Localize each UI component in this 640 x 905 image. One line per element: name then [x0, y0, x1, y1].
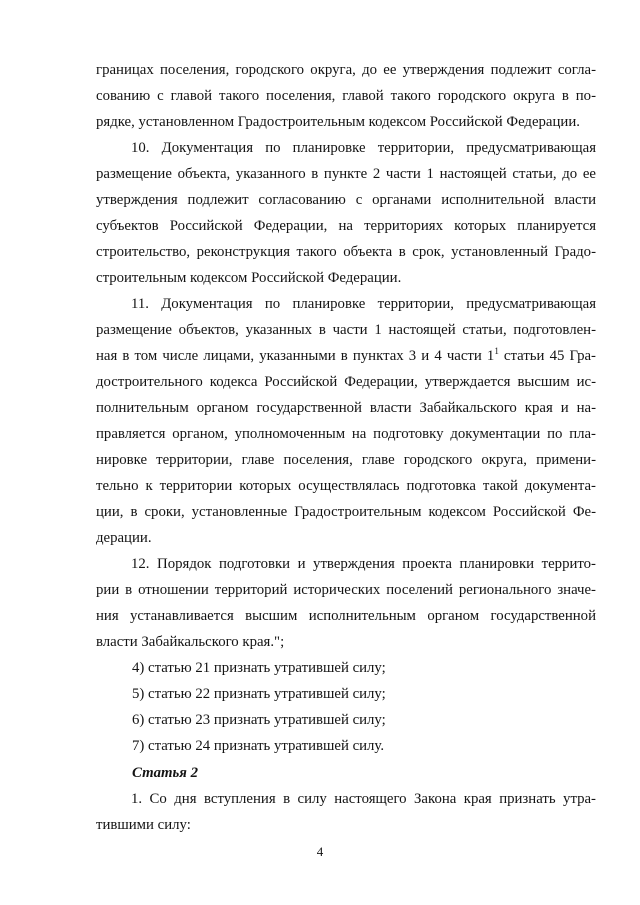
text-line: ния устанавливается высшим исполнительным органом государственной [96, 608, 596, 624]
article-2-block [96, 760, 596, 838]
paragraph-11-first-line: 11. Документация по планировке территории, предусматривающая [131, 296, 596, 312]
text-line: рии в отношении территорий исторических поселений регионального значе- [96, 582, 596, 598]
text-line: дерации. [96, 530, 152, 546]
list-item: 6) статью 23 признать утратившей силу; [132, 712, 386, 728]
superscript-mark: 1 [494, 346, 499, 356]
page-number: 4 [316, 844, 324, 859]
text-line: достроительного кодекса Российской Федерации, утверждается высшим ис- [96, 374, 596, 390]
text-line: тившими силу: [96, 817, 191, 833]
paragraph-12-first-line: 12. Порядок подготовки и утверждения проекта планировки террито- [131, 556, 596, 572]
text-line: границах поселения, городского округа, до ее утверждения подлежит согла- [96, 62, 596, 78]
text-line: тельно к территории которых осуществлялась подготовка такой документа- [96, 478, 596, 494]
paragraph-10-first-line: 10. Документация по планировке территории, предусматривающая [131, 140, 596, 156]
text-line: нировке территории, главе поселения, главе городского округа, примени- [96, 452, 596, 468]
text-line: строительство, реконструкция такого объекта в срок, установленный Градо- [96, 244, 596, 260]
text-line: рядке, установленном Градостроительным кодексом Российской Федерации. [96, 114, 580, 130]
text-line: утверждения подлежит согласованию с органами исполнительной власти [96, 192, 596, 208]
article-heading: Статья 2 [132, 765, 198, 781]
list-item: 7) статью 24 признать утратившей силу. [132, 738, 385, 754]
text-line: сованию с главой такого поселения, главой такого городского округа в по- [96, 88, 596, 104]
article-2-first-line: 1. Со дня вступления в силу настоящего Закона края признать утра- [131, 791, 596, 807]
text-block-main [96, 57, 596, 759]
text-line: размещение объектов, указанных в части 1 настоящей статьи, подготовлен- [96, 322, 596, 338]
text-line: полнительным органом государственной власти Забайкальского края и на- [96, 400, 596, 416]
text-segment: статьи 45 Гра- [498, 348, 596, 364]
text-line: правляется органом, уполномоченным на подготовку документации по пла- [96, 426, 596, 442]
text-line: субъектов Российской Федерации, на территориях которых планируется [96, 218, 596, 234]
text-line: размещение объекта, указанного в пункте 2 части 1 настоящей статьи, до ее [96, 166, 596, 182]
text-segment: ная в том числе лицами, указанными в пунктах 3 и 4 части 1 [96, 348, 495, 364]
list-item: 5) статью 22 признать утратившей силу; [132, 686, 386, 702]
list-item: 4) статью 21 признать утратившей силу; [132, 660, 386, 676]
text-line: власти Забайкальского края."; [96, 634, 285, 650]
text-line-with-superscript [96, 343, 596, 369]
text-line: ции, в сроки, установленные Градостроительным кодексом Российской Фе- [96, 504, 596, 520]
text-line: строительным кодексом Российской Федерации. [96, 270, 402, 286]
